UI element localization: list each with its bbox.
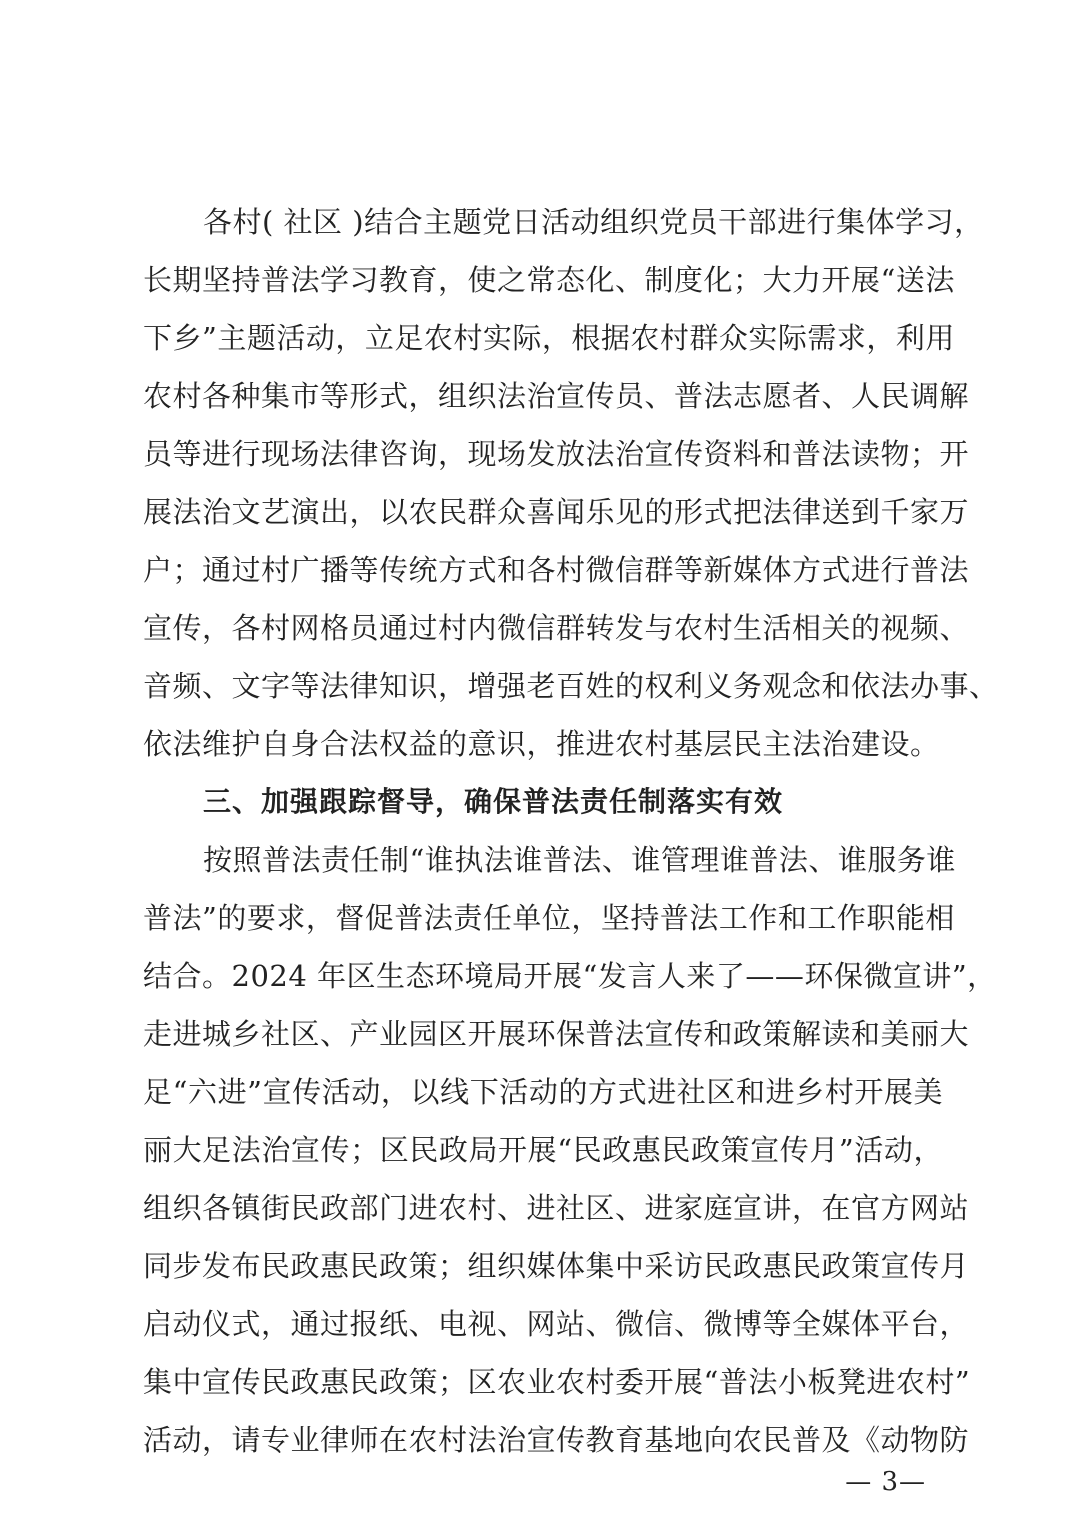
paragraph-1-line-10: 依法维护自身合法权益的意识，推进农村基层民主法治建设。 xyxy=(143,727,940,761)
paragraph-2-line-10: 集中宣传民政惠民政策；区农业农村委开展“普法小板凳进农村” xyxy=(143,1365,971,1399)
page-number: — 3— xyxy=(845,1467,926,1497)
section-heading: 三、加强跟踪督导，确保普法责任制落实有效 xyxy=(203,785,784,818)
paragraph-2-line-11: 活动，请专业律师在农村法治宣传教育基地向农民普及《动物防 xyxy=(143,1423,970,1457)
paragraph-1-line-4: 农村各种集市等形式，组织法治宣传员、普法志愿者、人民调解 xyxy=(143,379,970,413)
paragraph-1-line-7: 户；通过村广播等传统方式和各村微信群等新媒体方式进行普法 xyxy=(143,553,970,587)
paragraph-2-line-2: 普法”的要求，督促普法责任单位，坚持普法工作和工作职能相 xyxy=(143,901,955,935)
paragraph-2-line-1: 按照普法责任制“谁执法谁普法、谁管理谁普法、谁服务谁 xyxy=(203,843,956,877)
paragraph-2-line-5: 足“六进”宣传活动，以线下活动的方式进社区和进乡村开展美 xyxy=(143,1075,943,1109)
paragraph-2-line-4: 走进城乡社区、产业园区开展环保普法宣传和政策解读和美丽大 xyxy=(143,1017,970,1051)
paragraph-1-line-8: 宣传，各村网格员通过村内微信群转发与农村生活相关的视频、 xyxy=(143,611,970,645)
paragraph-1-line-1: 各村( 社区 )结合主题党日活动组织党员干部进行集体学习， xyxy=(203,205,984,239)
paragraph-1-line-6: 展法治文艺演出，以农民群众喜闻乐见的形式把法律送到千家万 xyxy=(143,495,970,529)
paragraph-2-line-7: 组织各镇街民政部门进农村、进社区、进家庭宣讲，在官方网站 xyxy=(143,1191,970,1225)
paragraph-2-line-8: 同步发布民政惠民政策；组织媒体集中采访民政惠民政策宣传月 xyxy=(143,1249,970,1283)
paragraph-1-line-2: 长期坚持普法学习教育，使之常态化、制度化；大力开展“送法 xyxy=(143,263,955,297)
paragraph-1-line-5: 员等进行现场法律咨询，现场发放法治宣传资料和普法读物；开 xyxy=(143,437,970,471)
paragraph-1-line-9: 音频、文字等法律知识，增强老百姓的权利义务观念和依法办事、 xyxy=(143,669,999,703)
paragraph-1-line-3: 下乡”主题活动，立足农村实际，根据农村群众实际需求，利用 xyxy=(143,321,955,355)
paragraph-2-line-6: 丽大足法治宣传；区民政局开展“民政惠民政策宣传月”活动， xyxy=(143,1133,943,1167)
paragraph-2-line-9: 启动仪式，通过报纸、电视、网站、微信、微博等全媒体平台， xyxy=(143,1307,970,1341)
paragraph-2-line-3: 结合。2024 年区生态环境局开展“发言人来了——环保微宣讲”， xyxy=(143,959,997,993)
